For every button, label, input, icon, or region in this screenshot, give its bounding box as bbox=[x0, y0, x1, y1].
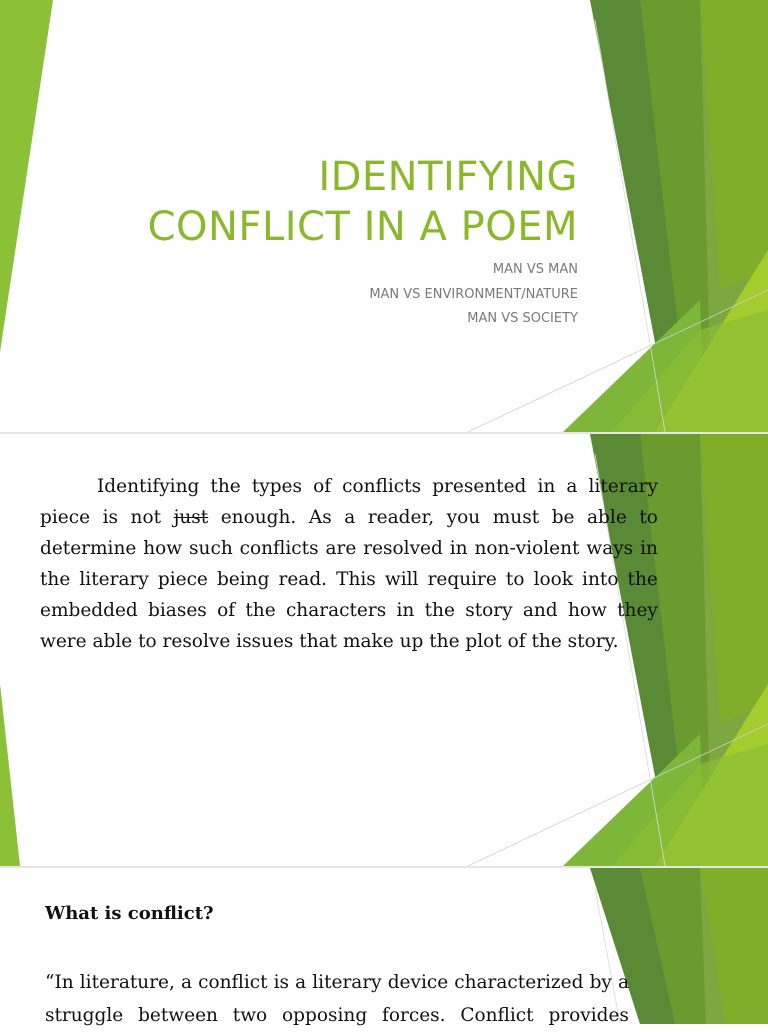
word: Identifying bbox=[97, 476, 200, 497]
word: piece bbox=[40, 507, 91, 528]
word: embedded bbox=[40, 600, 138, 621]
text-line bbox=[45, 999, 629, 1032]
word: types bbox=[251, 476, 302, 497]
word: look bbox=[533, 569, 573, 590]
word: literary bbox=[588, 476, 658, 497]
word: a bbox=[295, 972, 307, 993]
subtitle-line: MAN VS SOCIETY bbox=[467, 311, 578, 326]
text-line bbox=[40, 502, 658, 533]
word: be bbox=[551, 507, 575, 528]
word: presented bbox=[432, 476, 527, 497]
word: the bbox=[210, 476, 241, 497]
word: Conflict bbox=[460, 1005, 534, 1026]
word: in bbox=[640, 538, 658, 559]
subtitle-line: MAN VS ENVIRONMENT/NATURE bbox=[369, 286, 578, 302]
word: piece bbox=[157, 569, 208, 590]
word: just bbox=[173, 507, 209, 528]
word: literary bbox=[312, 972, 382, 993]
word: biases bbox=[148, 600, 207, 621]
text-line bbox=[40, 533, 658, 564]
word: into bbox=[582, 569, 619, 590]
word: in bbox=[396, 600, 415, 621]
word: require bbox=[427, 569, 497, 590]
word: reader, bbox=[367, 507, 435, 528]
word: a bbox=[180, 972, 192, 993]
word: a bbox=[617, 972, 629, 993]
word: provides bbox=[548, 1005, 629, 1026]
word: ways bbox=[586, 538, 634, 559]
word: conflict bbox=[198, 972, 268, 993]
word: will bbox=[384, 569, 419, 590]
text-line bbox=[40, 564, 658, 595]
word: characters bbox=[285, 600, 387, 621]
word: of bbox=[313, 476, 332, 497]
text-line bbox=[45, 966, 629, 999]
word: of bbox=[217, 600, 236, 621]
word: determine bbox=[40, 538, 137, 559]
word: they bbox=[617, 600, 658, 621]
word: how bbox=[143, 538, 183, 559]
word: the bbox=[627, 569, 658, 590]
word: were able to resolve issues that make up the plot of the story. bbox=[40, 631, 619, 652]
word: the bbox=[40, 569, 71, 590]
word: literature, bbox=[79, 972, 175, 993]
word: how bbox=[567, 600, 607, 621]
word: story bbox=[465, 600, 513, 621]
word: resolved bbox=[363, 538, 443, 559]
word: to bbox=[505, 569, 525, 590]
word: opposing bbox=[282, 1005, 368, 1026]
subtitle-list bbox=[158, 258, 578, 332]
word: read. bbox=[278, 569, 328, 590]
slide-title bbox=[38, 152, 578, 252]
word: forces. bbox=[382, 1005, 446, 1026]
word: the bbox=[245, 600, 276, 621]
word: in bbox=[537, 476, 556, 497]
text-line bbox=[40, 471, 658, 502]
text-line bbox=[40, 626, 658, 657]
word: a bbox=[566, 476, 578, 497]
word: struggle bbox=[45, 1005, 124, 1026]
word: to bbox=[639, 507, 658, 528]
word: enough. bbox=[220, 507, 297, 528]
word: is bbox=[102, 507, 118, 528]
word: by bbox=[589, 972, 612, 993]
body-paragraph bbox=[40, 471, 658, 657]
word: and bbox=[522, 600, 558, 621]
word: is bbox=[273, 972, 290, 993]
word: in bbox=[449, 538, 468, 559]
word: two bbox=[232, 1005, 268, 1026]
word: “In bbox=[45, 972, 74, 993]
title-line-1: IDENTIFYING bbox=[318, 154, 578, 200]
word: you bbox=[446, 507, 481, 528]
quote-paragraph bbox=[45, 966, 629, 1032]
word: able bbox=[587, 507, 627, 528]
word: literary bbox=[79, 569, 149, 590]
word: not bbox=[130, 507, 162, 528]
word: a bbox=[344, 507, 356, 528]
word: This bbox=[336, 569, 376, 590]
word: such bbox=[189, 538, 233, 559]
word: between bbox=[138, 1005, 218, 1026]
word: being bbox=[216, 569, 270, 590]
word: the bbox=[424, 600, 455, 621]
slide-1 bbox=[0, 0, 768, 432]
subtitle-line: MAN VS MAN bbox=[492, 262, 578, 277]
word: conflicts bbox=[239, 538, 319, 559]
section-heading: What is conflict? bbox=[45, 903, 214, 924]
title-line-2: CONFLICT IN A POEM bbox=[147, 204, 578, 250]
word: characterized bbox=[454, 972, 584, 993]
word: device bbox=[387, 972, 449, 993]
word: conflicts bbox=[342, 476, 422, 497]
word: are bbox=[325, 538, 357, 559]
word: must bbox=[492, 507, 540, 528]
word: non-violent bbox=[474, 538, 580, 559]
text-line bbox=[40, 595, 658, 626]
word: As bbox=[308, 507, 332, 528]
